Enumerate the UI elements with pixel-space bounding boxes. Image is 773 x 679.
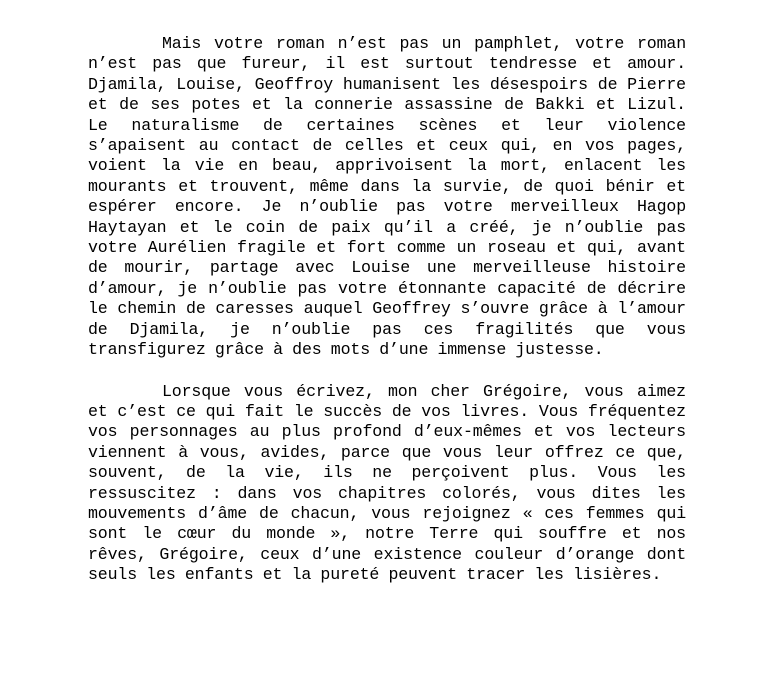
paragraph-1: Mais votre roman n’est pas un pamphlet, votre roman n’est pas que fureur, il est surtout tendresse et amour. Djamila, Louise, Geoffroy humanisent les désespoirs de Pierre et de ses potes et la connerie assassine de Bakki et Lizul. Le naturalisme de certaines scènes et leur violence s’apaisent au contact de celles et ceux qui, en vos pages, voient la vie en beau, apprivoisent la mort, enlacent les mourants et trouvent, même dans la survie, de quoi bénir et espérer encore. Je n’oublie pas votre merveilleux Hagop Haytayan et le coin de paix qu’il a créé, je n’oublie pas votre Aurélien fragile et fort comme un roseau et qui, avant de mourir, partage avec Louise une merveilleuse histoire d’amour, je n’oublie pas votre étonnante capacité de décrire le chemin de caresses auquel Geoffrey s’ouvre grâce à l’amour de Djamila, je n’oublie pas ces fragilités que vous transfigurez grâce à des mots d’une immense justesse. xyxy=(88,34,686,360)
document-page xyxy=(88,34,686,586)
paragraph-2: Lorsque vous écrivez, mon cher Grégoire, vous aimez et c’est ce qui fait le succès de vos livres. Vous fréquentez vos personnages au plus profond d’eux-mêmes et vos lecteurs viennent à vous, avides, parce que vous leur offrez ce que, souvent, de la vie, ils ne perçoivent plus. Vous les ressuscitez : dans vos chapitres colorés, vous dites les mouvements d’âme de chacun, vous rejoignez « ces femmes qui sont le cœur du monde », notre Terre qui souffre et nos rêves, Grégoire, ceux d’une existence couleur d’orange dont seuls les enfants et la pureté peuvent tracer les lisières. xyxy=(88,381,686,585)
